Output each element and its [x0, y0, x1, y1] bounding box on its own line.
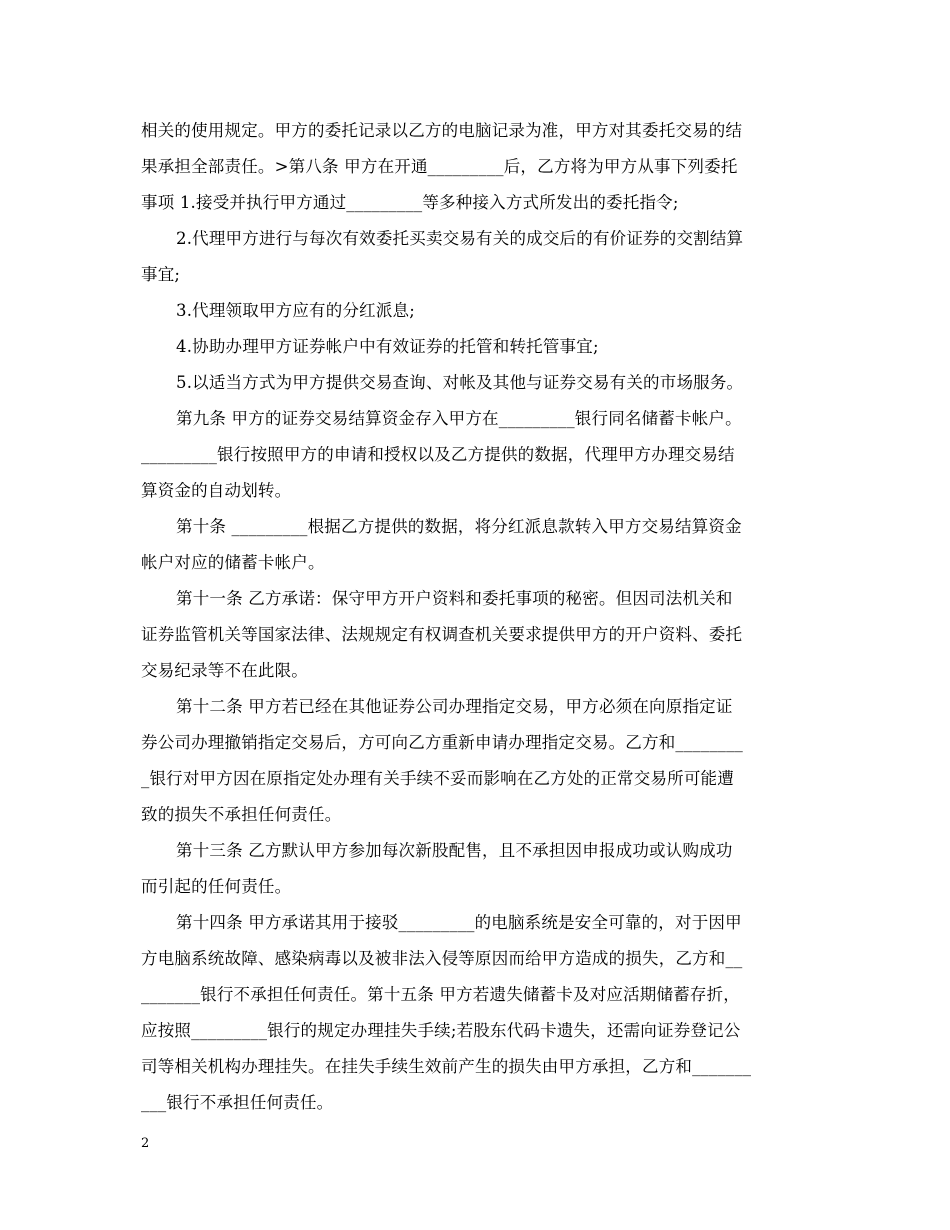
- text-line: 证券监管机关等国家法律、法规规定有权调查机关要求提供甲方的开户资料、委托: [141, 625, 743, 644]
- text-line: 2.代理甲方进行与每次有效委托买卖交易有关的成交后的有价证券的交割结算: [176, 229, 744, 248]
- text-line: _________银行按照甲方的申请和授权以及乙方提供的数据，代理甲方办理交易结: [141, 445, 735, 464]
- text-line: 致的损失不承担任何责任。: [141, 805, 342, 824]
- text-line: 果承担全部责任。>第八条 甲方在开通_________后，乙方将为甲方从事下列委托: [141, 157, 738, 176]
- text-line: 第九条 甲方的证券交易结算资金存入甲方在_________银行同名储蓄卡帐户。: [176, 409, 742, 428]
- document-body: [141, 113, 813, 1121]
- text-line: 方电脑系统故障、感染病毒以及被非法入侵等原因而给甲方造成的损失，乙方和__: [141, 949, 743, 968]
- text-line: 而引起的任何责任。: [141, 877, 292, 896]
- text-line: 帐户对应的储蓄卡帐户。: [141, 553, 325, 572]
- text-line: 第十四条 甲方承诺其用于接驳_________的电脑系统是安全可靠的，对于因甲: [176, 913, 742, 932]
- text-line: 第十条 _________根据乙方提供的数据，将分红派息款转入甲方交易结算资金: [176, 517, 742, 536]
- text-line: 第十三条 乙方默认甲方参加每次新股配售，且不承担因申报成功或认购成功: [176, 841, 733, 860]
- text-line: 算资金的自动划转。: [141, 481, 292, 500]
- text-line: 事宜;: [141, 265, 181, 284]
- text-line: 4.协助办理甲方证券帐户中有效证券的托管和转托管事宜;: [176, 337, 599, 356]
- text-line: 3.代理领取甲方应有的分红派息;: [176, 301, 416, 320]
- text-line: 交易纪录等不在此限。: [141, 661, 308, 680]
- text-line: 应按照_________银行的规定办理挂失手续;若股东代码卡遗失，还需向证券登记公: [141, 1021, 741, 1040]
- text-line: 事项 1.接受并执行甲方通过_________等多种接入方式所发出的委托指令;: [141, 193, 679, 212]
- text-line: 相关的使用规定。甲方的委托记录以乙方的电脑记录为准，甲方对其委托交易的结: [141, 121, 743, 140]
- text-line: 司等相关机构办理挂失。在挂失手续生效前产生的损失由甲方承担，乙方和_______: [141, 1057, 752, 1076]
- text-line: 券公司办理撤销指定交易后，方可向乙方重新申请办理指定交易。乙方和________: [141, 733, 743, 752]
- text-line: 第十二条 甲方若已经在其他证券公司办理指定交易，甲方必须在向原指定证: [176, 697, 733, 716]
- page-number: 2: [141, 1136, 150, 1151]
- text-line: _银行对甲方因在原指定处办理有关手续不妥而影响在乙方处的正常交易所可能遭: [141, 769, 734, 788]
- text-line: ___银行不承担任何责任。: [141, 1093, 334, 1112]
- text-line: 第十一条 乙方承诺：保守甲方开户资料和委托事项的秘密。但因司法机关和: [176, 589, 733, 608]
- text-line: _______银行不承担任何责任。第十五条 甲方若遗失储蓄卡及对应活期储蓄存折，: [141, 985, 740, 1004]
- text-line: 5.以适当方式为甲方提供交易查询、对帐及其他与证券交易有关的市场服务。: [176, 373, 744, 392]
